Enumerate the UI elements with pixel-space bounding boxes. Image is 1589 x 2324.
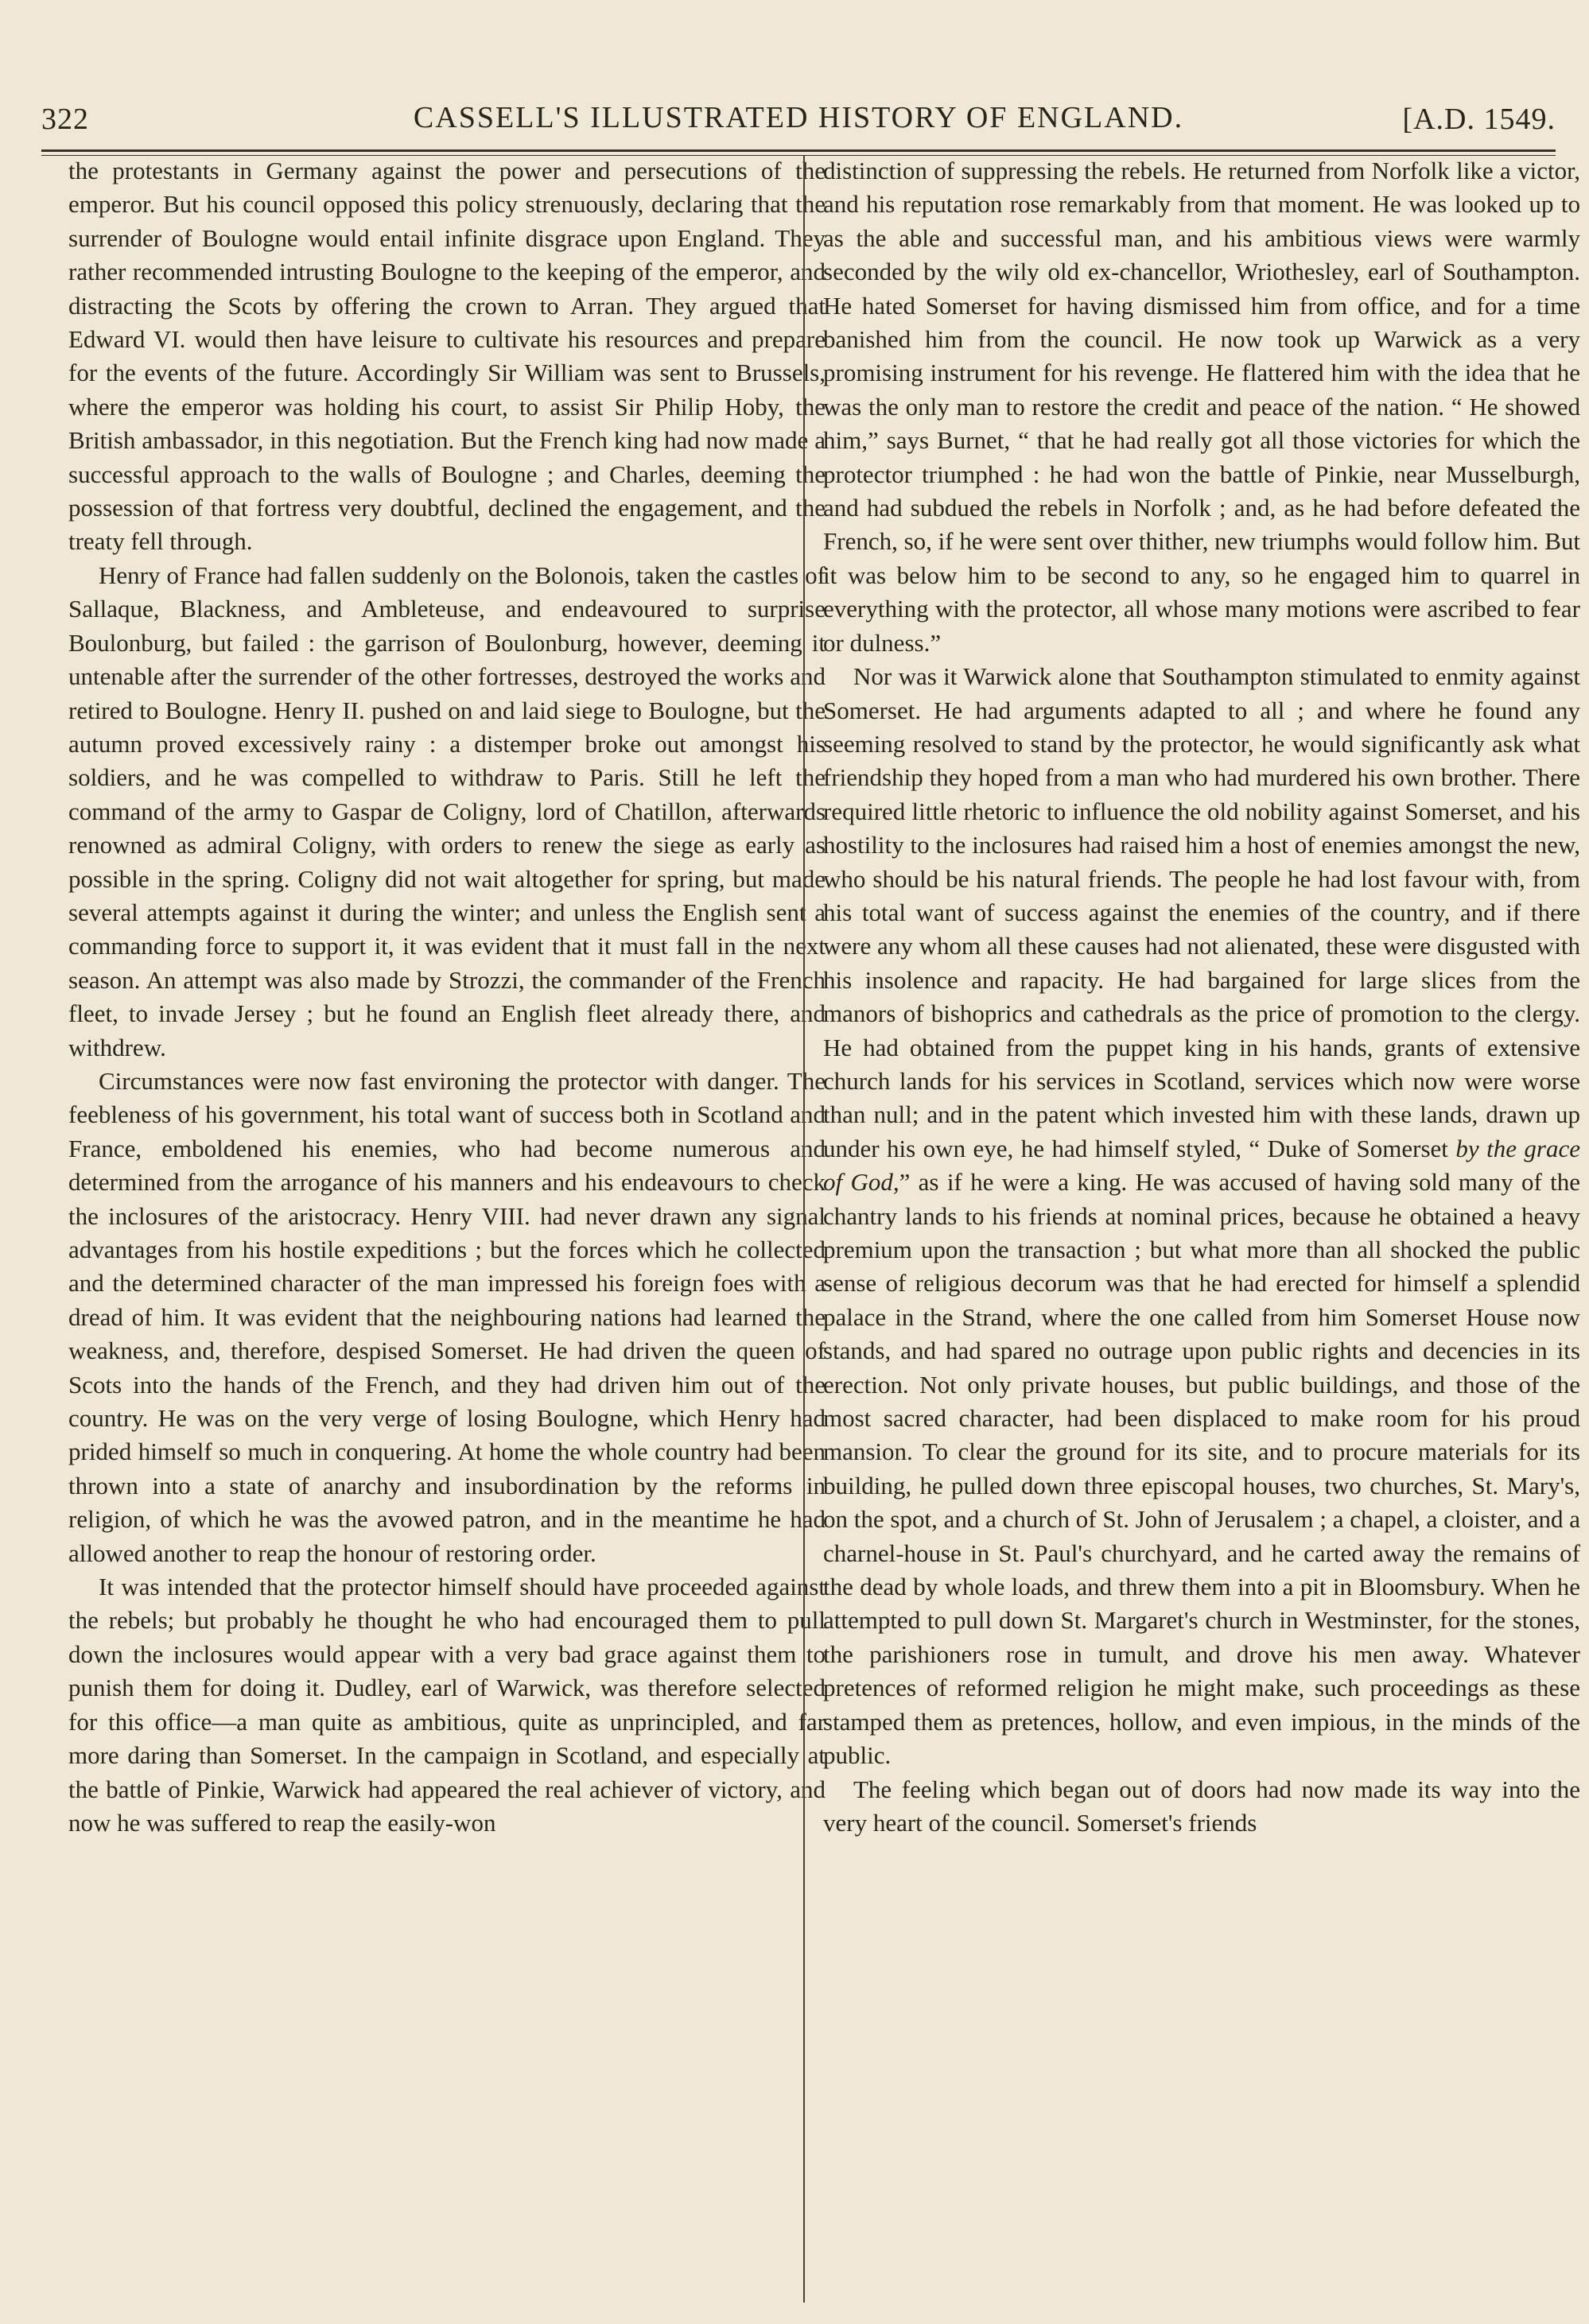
- italic-phrase: by the grace of God,: [823, 1134, 1580, 1197]
- header-rule: [41, 149, 1556, 152]
- text-run: ” as if he were a king. He was accused of having sold many of the chantry lands to his friends at nominal prices, because he obtained a heavy premium upon the transaction ; but what more than all shocked the public sense of religious decorum was that he had erected for himself a splendid palace in the Strand, where the one called from him Somerset House now stands, and had spared no outrage upon public rights and decencies in its erection. Not only private houses, but public buildings, and those of the most sacred character, had been displaced to make room for his proud mansion. To clear the ground for its site, and to procure materials for its building, he pulled down three episcopal houses, two churches, St. Mary's, on the spot, and a church of St. John of Jerusalem ; a chapel, a cloister, and a charnel-house in St. Paul's churchyard, and he carted away the remains of the dead by whole loads, and threw them into a pit in Bloomsbury. When he attempted to pull down St. Margaret's church in Westminster, for the stones, the parishioners rose in tumult, and drove his men away. Whatever pretences of reformed religion he might make, such proceedings as these stamped them as pretences, hollow, and even impious, in the minds of the public.: [823, 1168, 1580, 1770]
- page-number: 322: [41, 103, 89, 136]
- paragraph: The feeling which began out of doors had now made its way into the very heart of the council. Somerset's friends: [823, 1775, 1580, 1837]
- right-column: [823, 154, 1580, 2305]
- text-run: Nor was it Warwick alone that Southampton stimulated to enmity against Somerset. He had arguments adapted to all ; and where he found any seeming resolved to stand by the protector, he would significantly ask what friendship they hoped from a man who had murdered his own brother. There required little rhetoric to influence the old nobility against Somerset, and his hostility to the inclosures had raised him a host of enemies amongst the new, who should be his natural friends. The people he had lost favour with, from his total want of success against the enemies of the country, and if there were any whom all these causes had not alienated, these were disgusted with his insolence and rapacity. He had bargained for large slices from the manors of bishoprics and cathedrals as the price of promotion to the clergy. He had obtained from the puppet king in his hands, grants of extensive church lands for his services in Scotland, services which now were worse than null; and in the patent which invested him with these lands, drawn up under his own eye, he had himself styled, “ Duke of Somerset: [823, 662, 1580, 1162]
- column-divider: [803, 156, 805, 2303]
- paragraph: It was intended that the protector himself should have proceeded against the rebels; but probably he thought he who had encouraged them to pull down the inclosures would appear with a very bad grace against them to punish them for doing it. Dudley, earl of Warwick, was therefore selected for this office—a man quite as ambitious, quite as unprincipled, and far more daring than Somerset. In the campaign in Scotland, and especially at the battle of Pinkie, Warwick had appeared the real achiever of victory, and now he was suffered to reap the easily-won: [68, 1573, 826, 1837]
- header-date: [A.D. 1549.: [1402, 103, 1556, 136]
- paragraph: Circumstances were now fast environing the protector with danger. The feebleness of his government, his total want of success both in Scotland and France, emboldened his enemies, who had become numerous and determined from the arrogance of his manners and his endeavours to check the inclosures of the aristocracy. Henry VIII. had never drawn any signal advantages from his hostile expeditions ; but the forces which he collected and the determined character of the man impressed his foreign foes with a dread of him. It was evident that the neighbouring nations had learned the weakness, and, therefore, despised Somerset. He had driven the queen of Scots into the hands of the French, and they had driven him out of the country. He was on the very verge of losing Boulogne, which Henry had prided himself so much in conquering. At home the whole country had been thrown into a state of anarchy and insubordination by the reforms in religion, of which he was the avowed patron, and in the meantime he had allowed another to reap the honour of restoring order.: [68, 1066, 826, 1567]
- paragraph: distinction of suppressing the rebels. He returned from Norfolk like a victor, and his reputation rose remarkably from that moment. He was looked up to as the able and successful man, and his ambitious views were warmly seconded by the wily old ex-chancellor, Wriothesley, earl of Southampton. He hated Somerset for having dismissed him from office, and for a time banished him from the council. He now took up Warwick as a very promising instrument for his revenge. He flattered him with the idea that he was the only man to restore the credit and peace of the nation. “ He showed him,” says Burnet, “ that he had really got all those victories for which the protector triumphed : he had won the battle of Pinkie, near Musselburgh, and had subdued the rebels in Norfolk ; and, as he had before defeated the French, so, if he were sent over thither, new triumphs would follow him. But it was below him to be second to any, so he engaged him to quarrel in everything with the protector, all whose many motions were ascribed to fear or dulness.”: [823, 157, 1580, 657]
- paragraph: Henry of France had fallen suddenly on the Bolonois, taken the castles of Sallaque, Blackness, and Ambleteuse, and endeavoured to surprise Boulonburg, but failed : the garrison of Boulonburg, however, deeming it untenable after the surrender of the other fortresses, destroyed the works and retired to Boulogne. Henry II. pushed on and laid siege to Boulogne, but the autumn proved excessively rainy : a distemper broke out amongst his soldiers, and he was compelled to withdraw to Paris. Still he left the command of the army to Gaspar de Coligny, lord of Chatillon, afterwards renowned as admiral Coligny, with orders to renew the siege as early as possible in the spring. Coligny did not wait altogether for spring, but made several attempts against it during the winter; and unless the English sent a commanding force to support it, it was evident that it must fall in the next season. An attempt was also made by Strozzi, the commander of the French fleet, to invade Jersey ; but he found an English fleet already there, and withdrew.: [68, 561, 826, 1061]
- running-title: CASSELL'S ILLUSTRATED HISTORY OF ENGLAND.: [413, 101, 1184, 134]
- running-header: [41, 91, 1556, 146]
- paragraph: [823, 660, 1580, 1772]
- left-column: [68, 154, 826, 2305]
- paragraph: the protestants in Germany against the power and persecutions of the emperor. But his council opposed this policy strenuously, declaring that the surrender of Boulogne would entail infinite disgrace upon England. They rather recommended intrusting Boulogne to the keeping of the emperor, and distracting the Scots by offering the crown to Arran. They argued that Edward VI. would then have leisure to cultivate his resources and prepare for the events of the future. Accordingly Sir William was sent to Brussels, where the emperor was holding his court, to assist Sir Philip Hoby, the British ambassador, in this negotiation. But the French king had now made a successful approach to the walls of Boulogne ; and Charles, deeming the possession of that fortress very doubtful, declined the engagement, and the treaty fell through.: [68, 157, 826, 556]
